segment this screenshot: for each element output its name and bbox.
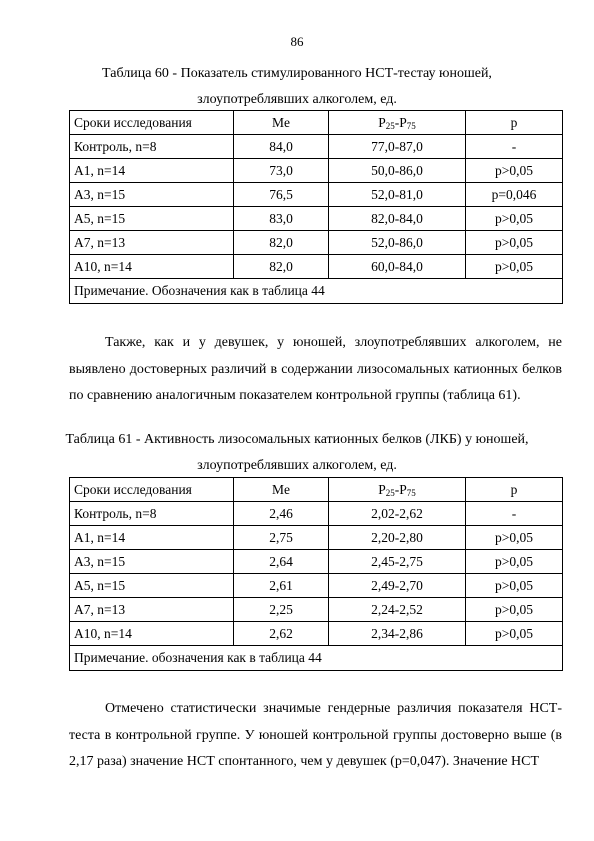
table-row: [70, 622, 563, 646]
header-cell: [329, 478, 466, 502]
header-cell: Сроки исследования: [70, 478, 234, 502]
table-cell: А1, n=14: [70, 526, 234, 550]
caption-line: Таблица 61 - Активность лизосомальных катионных белков (ЛКБ) у юношей,: [65, 432, 529, 447]
table-cell: p>0,05: [466, 231, 563, 255]
table-cell: А7, n=13: [70, 598, 234, 622]
table-cell: А10, n=14: [70, 622, 234, 646]
header-text: -P: [394, 481, 407, 497]
table-note-row: [70, 646, 563, 671]
table-cell: А5, n=15: [70, 574, 234, 598]
table-60-caption: [40, 61, 554, 113]
table-row: [70, 159, 563, 183]
table-cell: p>0,05: [466, 526, 563, 550]
table-cell: 82,0: [234, 255, 329, 279]
table-cell: -: [466, 135, 563, 159]
header-cell: p: [466, 111, 563, 135]
header-text: -P: [394, 114, 407, 130]
table-note: Примечание. Обозначения как в таблица 44: [70, 279, 563, 304]
table-cell: А10, n=14: [70, 255, 234, 279]
table-row: [70, 550, 563, 574]
table-header-row: [70, 478, 563, 502]
header-cell: Me: [234, 478, 329, 502]
table-note-row: [70, 279, 563, 304]
table-note: Примечание. обозначения как в таблица 44: [70, 646, 563, 671]
subscript: 75: [406, 120, 416, 131]
table-cell: 77,0-87,0: [329, 135, 466, 159]
table-61: [69, 477, 563, 671]
table-cell: 2,64: [234, 550, 329, 574]
header-text: P: [378, 481, 386, 497]
table-cell: p>0,05: [466, 550, 563, 574]
table-cell: 52,0-86,0: [329, 231, 466, 255]
table-cell: А5, n=15: [70, 207, 234, 231]
table-cell: 76,5: [234, 183, 329, 207]
subscript: 25: [385, 120, 395, 131]
table-cell: p>0,05: [466, 574, 563, 598]
paragraph: [69, 696, 562, 776]
table-row: [70, 231, 563, 255]
table-row: [70, 183, 563, 207]
table-cell: 2,02-2,62: [329, 502, 466, 526]
table-cell: 2,20-2,80: [329, 526, 466, 550]
table-cell: 52,0-81,0: [329, 183, 466, 207]
table-cell: 82,0-84,0: [329, 207, 466, 231]
table-row: [70, 526, 563, 550]
table-header-row: [70, 111, 563, 135]
table-cell: p>0,05: [466, 598, 563, 622]
table-cell: Контроль, n=8: [70, 135, 234, 159]
table-cell: 2,46: [234, 502, 329, 526]
table-cell: 2,25: [234, 598, 329, 622]
caption-line: злоупотреблявших алкоголем, ед.: [197, 92, 397, 107]
table-cell: А3, n=15: [70, 550, 234, 574]
table-cell: 2,62: [234, 622, 329, 646]
table-cell: 2,45-2,75: [329, 550, 466, 574]
header-cell: [329, 111, 466, 135]
table-cell: p>0,05: [466, 255, 563, 279]
table-61-caption: [40, 427, 554, 479]
table-row: [70, 574, 563, 598]
table-cell: 2,49-2,70: [329, 574, 466, 598]
header-text: P: [378, 114, 386, 130]
subscript: 25: [385, 487, 395, 498]
table-cell: А3, n=15: [70, 183, 234, 207]
header-cell: Сроки исследования: [70, 111, 234, 135]
table-cell: p>0,05: [466, 159, 563, 183]
table-60: [69, 110, 563, 304]
table-cell: 82,0: [234, 231, 329, 255]
paragraph: [69, 330, 562, 410]
header-cell: Me: [234, 111, 329, 135]
table-cell: 2,24-2,52: [329, 598, 466, 622]
paragraph-text: Отмечено статистически значимые гендерные различия показателя НСТ-теста в контрольной группе. У юношей контрольной группы достоверно выше (в 2,17 раза) значение НСТ спонтанного, чем у девушек (p=0,047). Значение НСТ: [69, 701, 562, 769]
table-cell: 2,61: [234, 574, 329, 598]
table-cell: 50,0-86,0: [329, 159, 466, 183]
table-cell: Контроль, n=8: [70, 502, 234, 526]
table-row: [70, 255, 563, 279]
caption-line: злоупотреблявших алкоголем, ед.: [197, 458, 397, 473]
paragraph-text: Также, как и у девушек, у юношей, злоупотреблявших алкоголем, не выявлено достоверных различий в содержании лизосомальных катионных белков по сравнению аналогичным показателем контрольной группы (таблица 61).: [69, 335, 562, 403]
caption-line: Таблица 60 - Показатель стимулированного НСТ-тестау юношей,: [102, 66, 492, 81]
table-cell: А1, n=14: [70, 159, 234, 183]
header-cell: p: [466, 478, 563, 502]
table-row: [70, 598, 563, 622]
table-cell: p>0,05: [466, 622, 563, 646]
table-row: [70, 135, 563, 159]
table-cell: p=0,046: [466, 183, 563, 207]
table-cell: 83,0: [234, 207, 329, 231]
table-cell: А7, n=13: [70, 231, 234, 255]
table-cell: 73,0: [234, 159, 329, 183]
table-cell: 2,75: [234, 526, 329, 550]
table-row: [70, 502, 563, 526]
subscript: 75: [406, 487, 416, 498]
table-cell: 60,0-84,0: [329, 255, 466, 279]
table-cell: p>0,05: [466, 207, 563, 231]
table-row: [70, 207, 563, 231]
table-cell: 2,34-2,86: [329, 622, 466, 646]
table-cell: 84,0: [234, 135, 329, 159]
page-number: 86: [290, 34, 304, 49]
table-cell: -: [466, 502, 563, 526]
